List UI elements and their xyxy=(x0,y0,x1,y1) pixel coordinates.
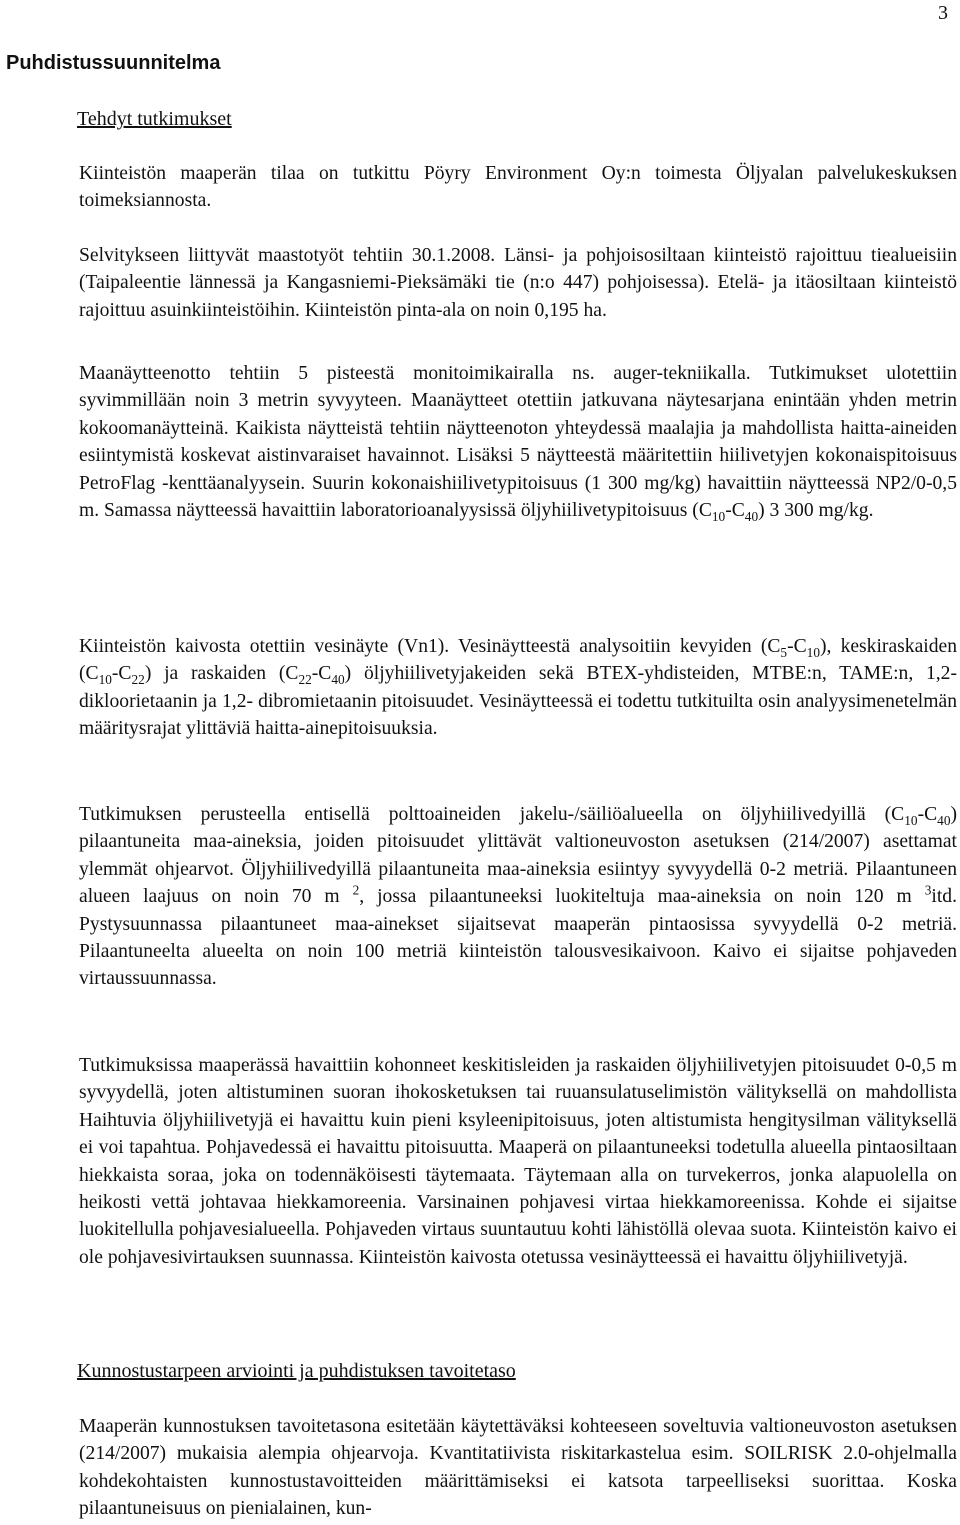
paragraph-maastotyot: Selvitykseen liittyvät maastotyöt tehtiin 30.1.2008. Länsi- ja pohjoisosiltaan kiinteistö rajoittuu tiealueisiin (Taipaleentie lännessä ja Kangasniemi-Pieksämäki tie (n:o 447) pohjoisessa). Etelä- ja itäosiltaan kiinteistö rajoittuu asuinkiinteistöihin. Kiinteistön pinta-ala on noin 0,195 ha. xyxy=(79,245,957,321)
paragraph-tutkimus-tilaaja: Kiinteistön maaperän tilaa on tutkittu Pöyry Environment Oy:n toimesta Öljyalan palvelukeskuksen toimeksiannosta. xyxy=(79,163,957,212)
paragraph-pilaantuneisuus: Tutkimuksen perusteella entisellä polttoaineiden jakelu-/säiliöalueella on öljyhiilivedyillä $(C_{10}-C_{40})$ pilaantuneita maa-aineksia, joiden pitoisuudet ylittävät valtioneuvoston asetuksen (214/2007) asettamat ylemmät ohjearvot. Öljyhiilivedyillä pilaantuneita maa-aineksia esiintyy syvyydellä 0-2 metriä. Pilaantuneen alueen laajuus on noin 70 m $^2$, jossa pilaantuneeksi luokiteltuja maa-aineksia on noin 120 m $^3$itd. Pystysuunnassa pilaantuneet maa-ainekset sijaitsevat maaperän pintaosissa syvyydellä 0-2 metriä. Pilaantuneelta alueelta on noin 100 metriä kiinteistön talousvesikaivoon. Kaivo ei sijaitse pohjaveden virtaussuunnassa. xyxy=(79,804,957,990)
paragraph-altistuminen: Tutkimuksissa maaperässä havaittiin kohonneet keskitisleiden ja raskaiden öljyhiilivetyjen pitoisuudet 0-0,5 m syvyydellä, joten altistuminen suoran ihokosketuksen tai ruuansulatuselimistön välityksellä on mahdollista Haihtuvia öljyhiilivetyjä ei havaittu kuin pieni ksyleenipitoisuus, joten altistumista hengitysilman välityksellä ei voi tapahtua. Pohjavedessä ei havaittu pitoisuutta. Maaperä on pilaantuneeksi todetulla alueella pintaosiltaan hiekkaista soraa, joka on todennäköisesti täytemaata. Täytemaan alla on turvekerros, jonka alapuolella on heikosti vettä johtavaa hiekkamoreenia. Varsinainen pohjavesi virtaa hiekkamoreenissa. Kohde ei sijaitse luokitellulla pohjavesialueella. Pohjaveden virtaus suuntautuu kohti lähistöllä olevaa suota. Kiinteistön kaivo ei ole pohjavesivirtauksen suunnassa. Kiinteistön kaivosta otetussa vesinäytteessä ei havaittu öljyhiilivetyjä. xyxy=(79,1055,957,1268)
section-heading-kunnostustarve: Kunnostustarpeen arviointi ja puhdistuksen tavoitetaso xyxy=(77,1360,516,1382)
section-heading-tehdyt-tutkimukset: Tehdyt tutkimukset xyxy=(77,108,232,130)
paragraph-maanaytteenotto: Maanäytteenotto tehtiin 5 pisteestä monitoimikairalla ns. auger-tekniikalla. Tutkimukset ulotettiin syvimmillään noin 3 metrin syvyyteen. Maanäytteet otettiin jatkuvana näytesarjana enintään yhden metrin kokoomanäytteinä. Kaikista näytteistä tehtiin näytteenoton yhteydessä maalajia ja mahdollista haitta-aineiden esiintymistä koskevat aistinvaraiset havainnot. Lisäksi 5 näytteestä määritettiin hiilivetyjen kokonaispitoisuus PetroFlag -kenttäanalyysein. Suurin kokonaishiilivetypitoisuus (1 300 mg/kg) havaittiin näytteessä NP2/0-0,5 m. Samassa näytteessä havaittiin laboratorioanalyysissä öljyhiilivetypitoisuus $(C_{10}-C_{40})$ 3 300 mg/kg. xyxy=(79,363,957,524)
document-title: Puhdistussuunnitelma xyxy=(6,52,221,74)
paragraph-vesinayte: Kiinteistön kaivosta otettiin vesinäyte (Vn1). Vesinäytteestä analysoitiin kevyiden $(C_5-C_{10})$, keskiraskaiden $(C_{10}-C_{22})$ ja raskaiden $(C_{22}-C_{40})$ öljyhiilivetyjakeiden sekä BTEX-yhdisteiden, MTBE:n, TAME:n, 1,2- dikloorietaanin ja 1,2- dibromietaanin pitoisuudet. Vesinäytteessä ei todettu tutkituilta osin analyysimenetelmän määritysrajat ylittäviä haitta-ainepitoisuuksia. xyxy=(79,636,958,740)
page-number: 3 xyxy=(938,2,948,24)
paragraph-tavoitetaso: Maaperän kunnostuksen tavoitetasona esitetään käytettäväksi kohteeseen soveltuvia valtioneuvoston asetuksen (214/2007) mukaisia alempia ohjearvoja. Kvantitatiivista riskitarkastelua esim. SOILRISK 2.0-ohjelmalla kohdekohtaisten kunnostustavoitteiden määrittämiseksi ei katsota tarpeelliseksi suorittaa. Koska pilaantuneisuus on pienialainen, kun- xyxy=(79,1416,957,1520)
